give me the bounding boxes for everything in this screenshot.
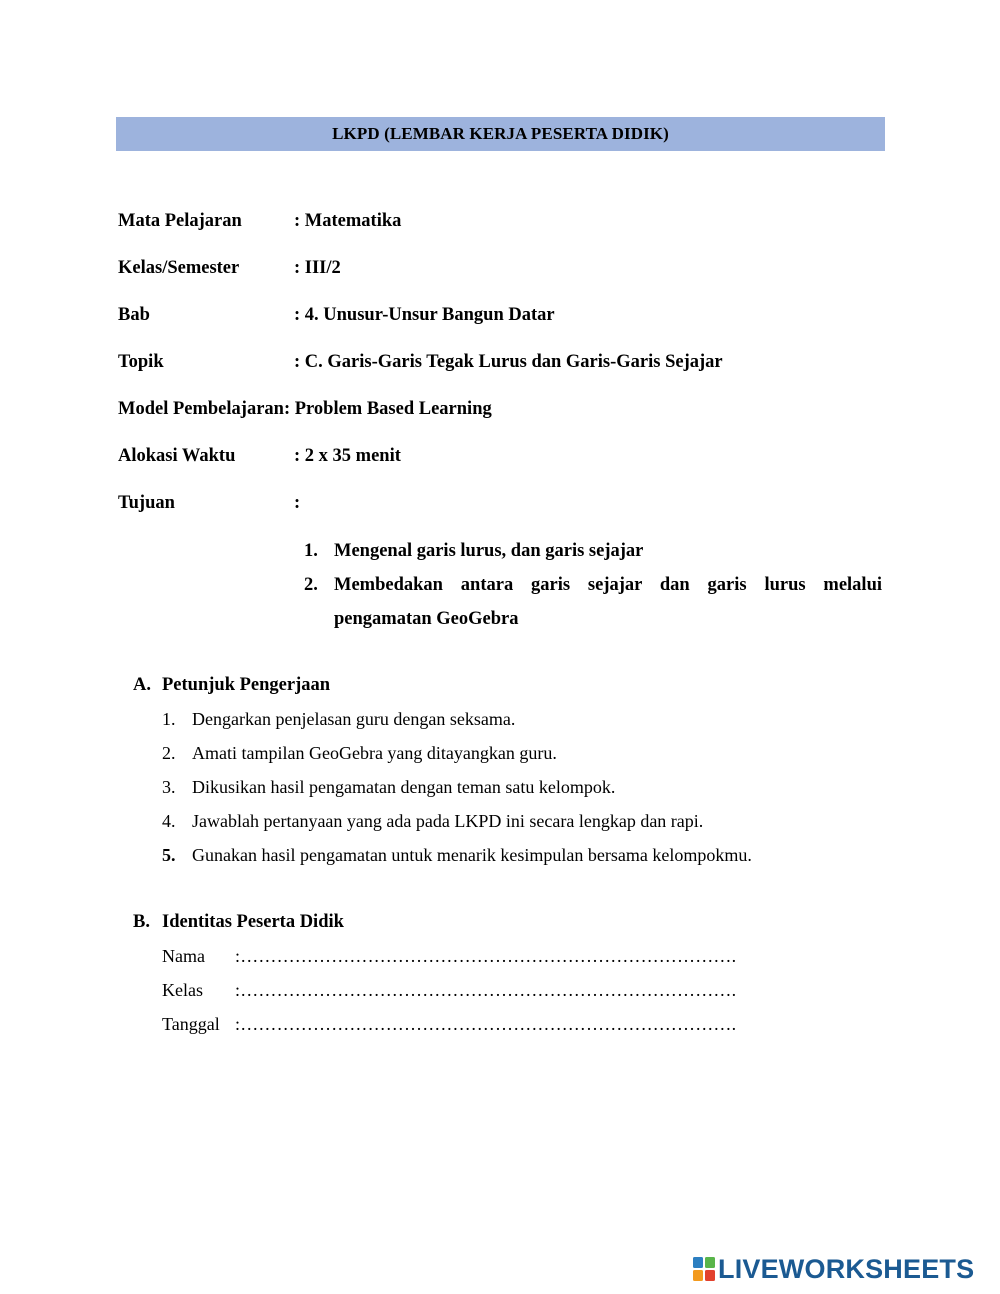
title-banner xyxy=(116,117,885,151)
goal-text: Mengenal garis lurus, dan garis sejajar xyxy=(334,541,644,561)
identity-name-field[interactable] xyxy=(162,946,736,967)
meta-value: : Problem Based Learning xyxy=(283,399,492,419)
section-title: Petunjuk Pengerjaan xyxy=(162,675,331,695)
instruction-text: Dikusikan hasil pengamatan dengan teman satu kelompok. xyxy=(192,777,616,797)
goal-item xyxy=(304,534,882,568)
instruction-text: Jawablah pertanyaan yang ada pada LKPD ini secara lengkap dan rapi. xyxy=(192,811,704,831)
identity-date-field[interactable] xyxy=(162,1014,736,1035)
instruction-text: Gunakan hasil pengamatan untuk menarik kesimpulan bersama kelompokmu. xyxy=(192,845,752,865)
goal-text: Membedakan antara garis sejajar dan garis lurus melalui pengamatan GeoGebra xyxy=(334,575,882,629)
meta-model-row xyxy=(118,399,492,420)
meta-value: : Matematika xyxy=(294,211,402,231)
liveworksheets-brand[interactable] xyxy=(692,1254,974,1284)
meta-label: Kelas/Semester xyxy=(118,258,240,278)
meta-value: : xyxy=(294,493,301,513)
meta-value: : C. Garis-Garis Tegak Lurus dan Garis-Garis Sejajar xyxy=(294,352,723,372)
field-label: Nama xyxy=(162,946,205,966)
instruction-number: 3. xyxy=(162,777,176,797)
instruction-item xyxy=(162,743,557,764)
meta-label: Tujuan xyxy=(118,493,175,513)
instruction-item xyxy=(162,845,752,866)
instruction-number: 2. xyxy=(162,743,176,763)
instruction-item xyxy=(162,777,615,798)
meta-chapter-row xyxy=(118,305,555,326)
instruction-number: 4. xyxy=(162,811,176,831)
section-title: Identitas Peserta Didik xyxy=(162,912,344,932)
meta-label: Topik xyxy=(118,352,164,372)
liveworksheets-logo-icon xyxy=(692,1256,716,1282)
field-blank[interactable]: :………………………………………………………………………. xyxy=(235,946,737,966)
instruction-number: 1. xyxy=(162,709,176,729)
page-title: LKPD (LEMBAR KERJA PESERTA DIDIK) xyxy=(332,124,669,143)
section-a-heading xyxy=(133,675,330,696)
goal-number: 2. xyxy=(304,575,318,595)
instruction-text: Amati tampilan GeoGebra yang ditayangkan guru. xyxy=(192,743,557,763)
brand-name: LIVEWORKSHEETS xyxy=(718,1253,975,1284)
meta-topic-row xyxy=(118,352,723,373)
field-blank[interactable]: :………………………………………………………………………. xyxy=(235,980,737,1000)
meta-label: Alokasi Waktu xyxy=(118,446,236,466)
meta-value: : 4. Unusur-Unsur Bangun Datar xyxy=(294,305,555,325)
goal-item xyxy=(304,568,882,636)
meta-label: Model Pembelajaran xyxy=(118,399,284,419)
meta-subject-row xyxy=(118,211,401,232)
meta-class-row xyxy=(118,258,341,279)
section-b-heading xyxy=(133,912,344,933)
section-letter: B. xyxy=(133,912,150,932)
instruction-item xyxy=(162,709,515,730)
field-label: Kelas xyxy=(162,980,203,1000)
meta-value: : 2 x 35 menit xyxy=(294,446,401,466)
section-letter: A. xyxy=(133,675,151,695)
meta-value: : III/2 xyxy=(294,258,341,278)
meta-label: Mata Pelajaran xyxy=(118,211,242,231)
field-label: Tanggal xyxy=(162,1014,220,1034)
identity-class-field[interactable] xyxy=(162,980,736,1001)
meta-time-row xyxy=(118,446,401,467)
instruction-number: 5. xyxy=(162,845,176,865)
instruction-text: Dengarkan penjelasan guru dengan seksama. xyxy=(192,709,516,729)
meta-goal-row xyxy=(118,493,300,514)
meta-label: Bab xyxy=(118,305,150,325)
instruction-item xyxy=(162,811,703,832)
goal-number: 1. xyxy=(304,541,318,561)
field-blank[interactable]: :………………………………………………………………………. xyxy=(235,1014,737,1034)
